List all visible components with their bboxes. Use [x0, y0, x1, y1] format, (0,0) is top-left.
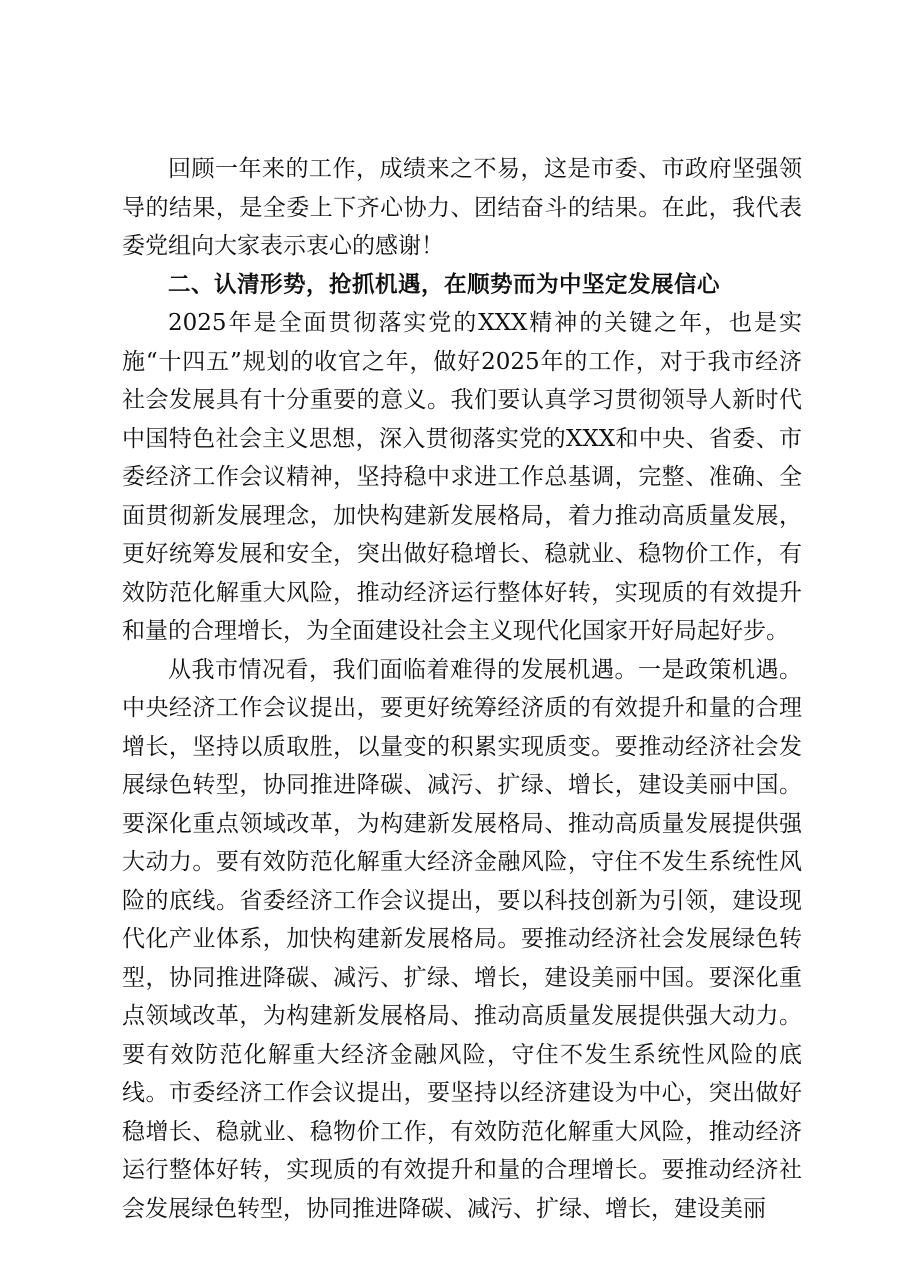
paragraph-opportunities: 从我市情况看，我们面临着难得的发展机遇。一是政策机遇。中央经济工作会议提出，要更好统筹经济质的有效提升和量的合理增长，坚持以质取胜，以量变的积累实现质变。要推动经济社会发展绿色转型，协同推进降碳、减污、扩绿、增长，建设美丽中国。要深化重点领域改革，为构建新发展格局、推动高质量发展提供强大动力。要有效防范化解重大经济金融风险，守住不发生系统性风险的底线。省委经济工作会议提出，要以科技创新为引领，建设现代化产业体系，加快构建新发展格局。要推动经济社会发展绿色转型，协同推进降碳、减污、扩绿、增长，建设美丽中国。要深化重点领域改革，为构建新发展格局、推动高质量发展提供强大动力。要有效防范化解重大经济金融风险，守住不发生系统性风险的底线。市委经济工作会议提出，要坚持以经济建设为中心，突出做好稳增长、稳就业、稳物价工作，有效防范化解重大风险，推动经济运行整体好转，实现质的有效提升和量的合理增长。要推动经济社会发展绿色转型，协同推进降碳、减污、扩绿、增长，建设美丽 [122, 656, 802, 1222]
paragraph-2025-overview: 2025年是全面贯彻落实党的XXX精神的关键之年，也是实施“十四五”规划的收官之年，做好2025年的工作，对于我市经济社会发展具有十分重要的意义。我们要认真学习贯彻领导人新时代中国特色社会主义思想，深入贯彻落实党的XXX和中央、省委、市委经济工作会议精神，坚持稳中求进工作总基调，完整、准确、全面贯彻新发展理念，加快构建新发展格局，着力推动高质量发展，更好统筹发展和安全，突出做好稳增长、稳就业、稳物价工作，有效防范化解重大风险，推动经济运行整体好转，实现质的有效提升和量的合理增长，为全面建设社会主义现代化国家开好局起好步。 [122, 310, 802, 644]
paragraph-gratitude: 回顾一年来的工作，成绩来之不易，这是市委、市政府坚强领导的结果，是全委上下齐心协力、团结奋斗的结果。在此，我代表委党组向大家表示衷心的感谢！ [122, 156, 802, 259]
document-body [122, 150, 802, 1228]
section-heading: 二、认清形势，抢抓机遇，在顺势而为中坚定发展信心 [168, 271, 721, 298]
